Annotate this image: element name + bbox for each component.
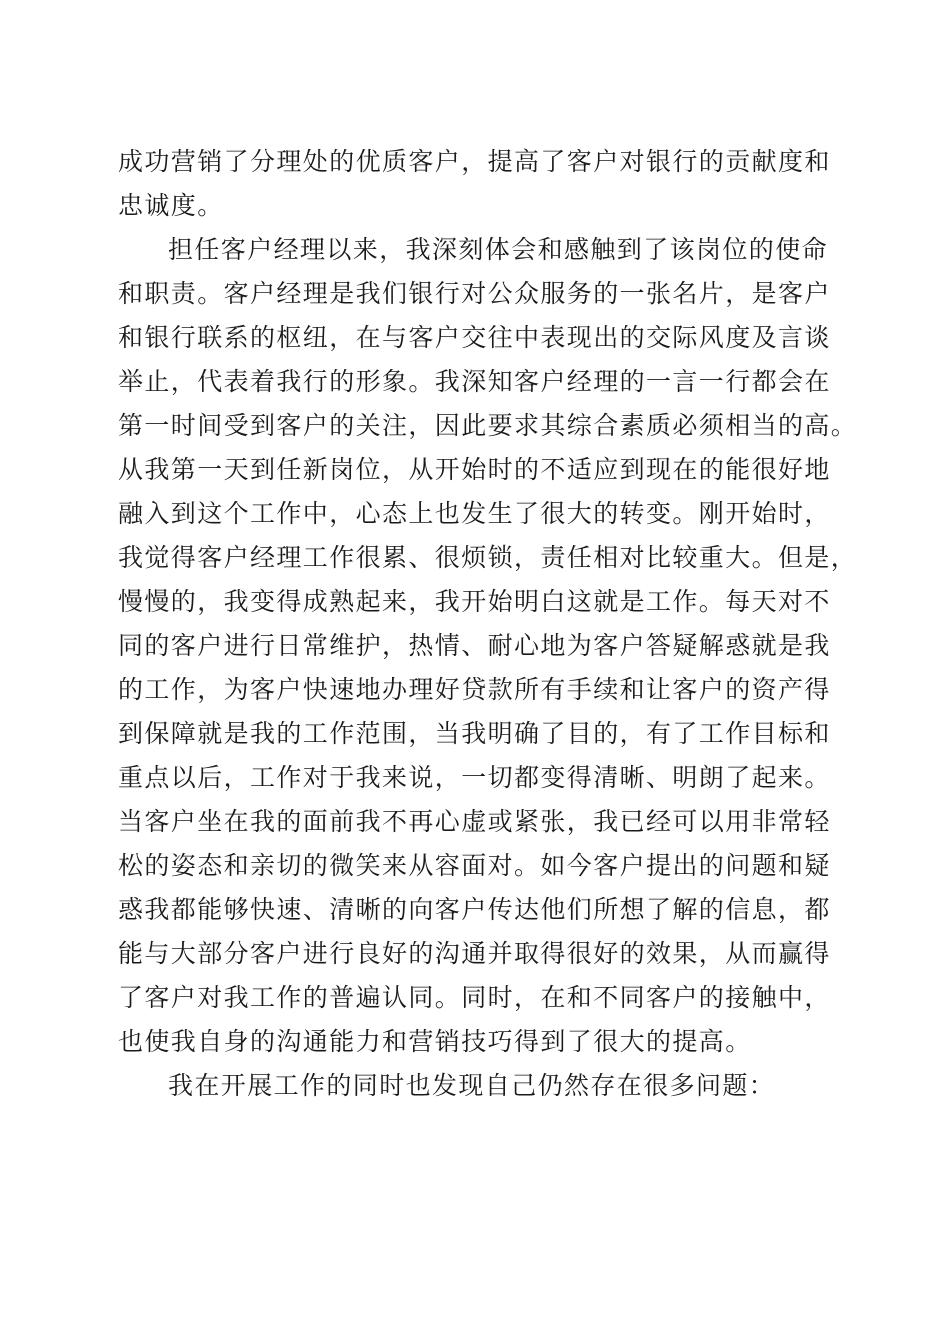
text-line: 了客户对我工作的普遍认同。同时，在和不同客户的接触中， <box>118 983 831 1012</box>
text-line: 重点以后，工作对于我来说，一切都变得清晰、明朗了起来。 <box>118 763 831 792</box>
text-line: 我在开展工作的同时也发现自己仍然存在很多问题： <box>168 1071 776 1100</box>
text-line: 松的姿态和亲切的微笑来从容面对。如今客户提出的问题和疑 <box>118 851 831 880</box>
body-text <box>118 140 858 1108</box>
paragraph-3 <box>118 1064 838 1108</box>
text-line: 惑我都能够快速、清晰的向客户传达他们所想了解的信息，都 <box>118 895 831 924</box>
text-line: 融入到这个工作中，心态上也发生了很大的转变。刚开始时， <box>118 499 831 528</box>
text-line: 也使我自身的沟通能力和营销技巧得到了很大的提高。 <box>118 1027 752 1056</box>
text-line: 慢慢的，我变得成熟起来，我开始明白这就是工作。每天对不 <box>118 587 831 616</box>
text-line: 担任客户经理以来，我深刻体会和感触到了该岗位的使命 <box>168 235 829 264</box>
text-line: 忠诚度。 <box>118 191 224 220</box>
text-line: 我觉得客户经理工作很累、很烦锁，责任相对比较重大。但是， <box>118 543 858 572</box>
text-line: 同的客户进行日常维护，热情、耐心地为客户答疑解惑就是我 <box>118 631 831 660</box>
text-line: 的工作，为客户快速地办理好贷款所有手续和让客户的资产得 <box>118 675 831 704</box>
text-line: 和银行联系的枢纽，在与客户交往中表现出的交际风度及言谈 <box>118 323 831 352</box>
paragraph-2 <box>118 228 858 1064</box>
text-line: 举止，代表着我行的形象。我深知客户经理的一言一行都会在 <box>118 367 831 396</box>
text-line: 当客户坐在我的面前我不再心虚或紧张，我已经可以用非常轻 <box>118 807 831 836</box>
paragraph-1 <box>118 140 838 228</box>
text-line: 到保障就是我的工作范围，当我明确了目的，有了工作目标和 <box>118 719 831 748</box>
text-line: 从我第一天到任新岗位，从开始时的不适应到现在的能很好地 <box>118 455 831 484</box>
text-line: 和职责。客户经理是我们银行对公众服务的一张名片，是客户 <box>118 279 831 308</box>
text-line: 成功营销了分理处的优质客户，提高了客户对银行的贡献度和 <box>118 147 831 176</box>
text-line: 第一时间受到客户的关注，因此要求其综合素质必须相当的高。 <box>118 411 858 440</box>
text-line: 能与大部分客户进行良好的沟通并取得很好的效果，从而赢得 <box>118 939 831 968</box>
